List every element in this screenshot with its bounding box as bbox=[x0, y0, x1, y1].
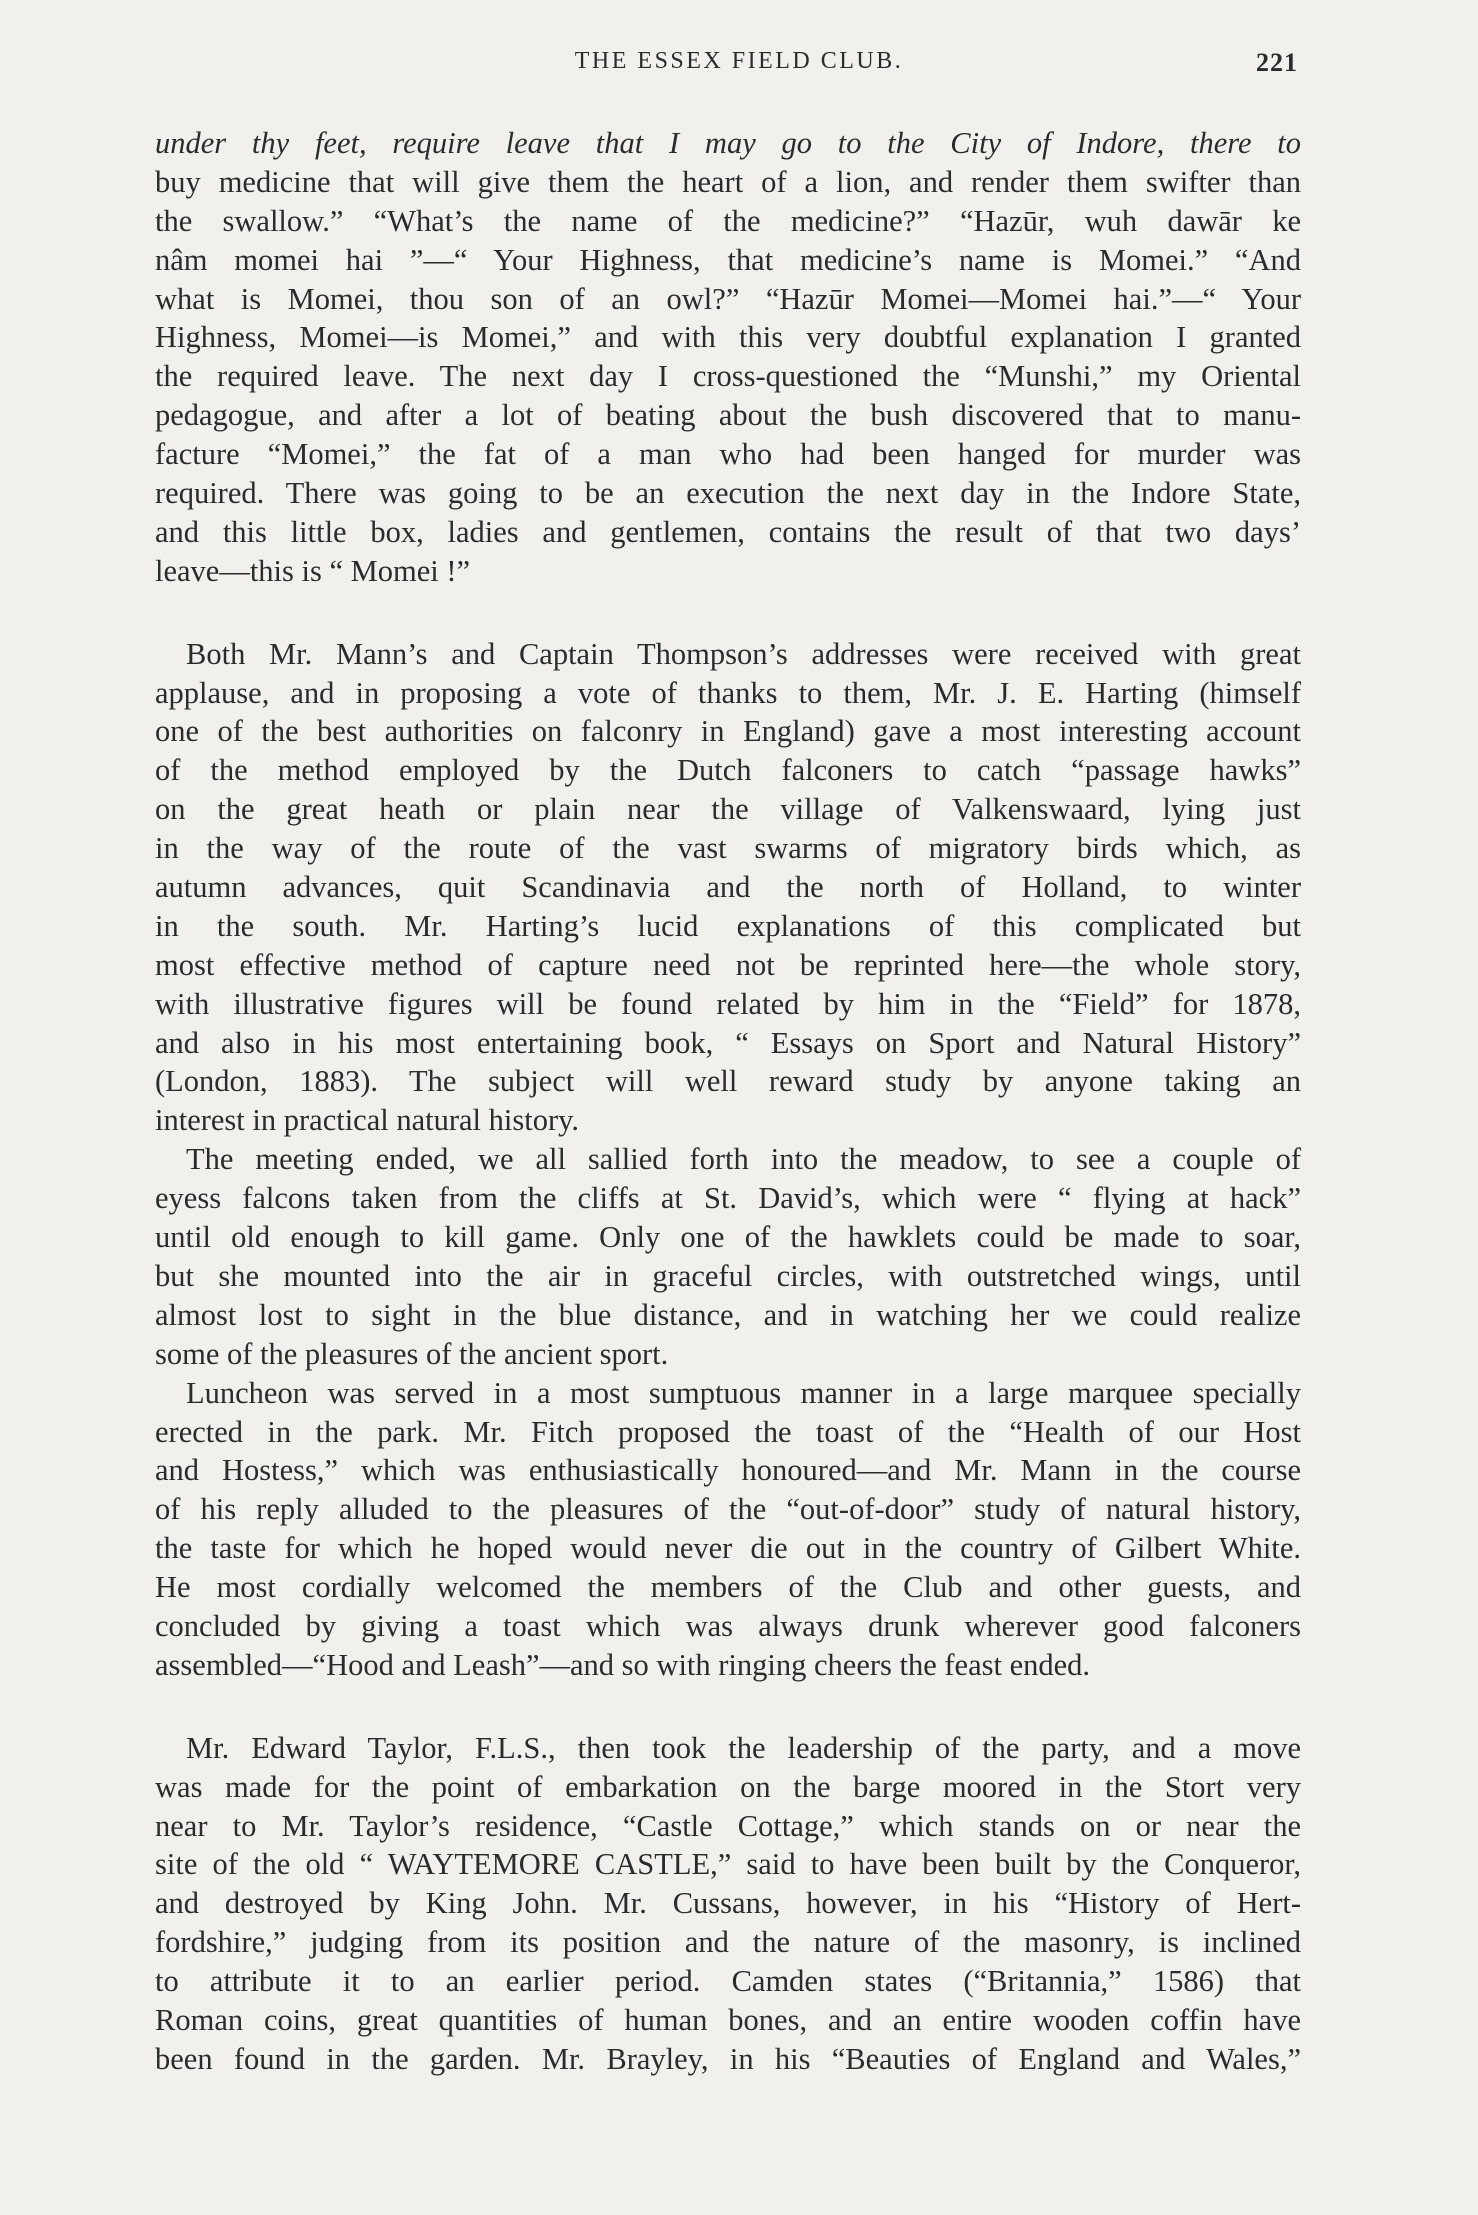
text-line: one of the best authorities on falconry in England) gave a most interesting account bbox=[155, 714, 1301, 749]
text-line: with illustrative figures will be found related by him in the “Field” for 1878, bbox=[155, 986, 1301, 1021]
text-line: some of the pleasures of the ancient sport. bbox=[155, 1336, 669, 1371]
paragraph-gap bbox=[155, 591, 1301, 635]
text-line: erected in the park. Mr. Fitch proposed the toast of the “Health of our Host bbox=[155, 1414, 1301, 1449]
text-line: applause, and in proposing a vote of thanks to them, Mr. J. E. Harting (himself bbox=[155, 675, 1301, 710]
text-line: was made for the point of embarkation on the barge moored in the Stort very bbox=[155, 1769, 1301, 1804]
text-line: leave—this is “ Momei !” bbox=[155, 553, 471, 588]
text-line: pedagogue, and after a lot of beating about the bush discovered that to manu- bbox=[155, 398, 1301, 433]
text-line: the taste for which he hoped would never die out in the country of Gilbert White. bbox=[155, 1531, 1301, 1566]
text-line: in the way of the route of the vast swarms of migratory birds which, as bbox=[155, 831, 1301, 866]
running-header bbox=[0, 44, 1478, 84]
text-line: and also in his most entertaining book, “ Essays on Sport and Natural History” bbox=[155, 1025, 1301, 1060]
text-line: to attribute it to an earlier period. Camden states (“Britannia,” 1586) that bbox=[155, 1964, 1301, 1999]
text-line: Mr. Edward Taylor, F.L.S., then took the leadership of the party, and a move bbox=[186, 1730, 1301, 1765]
text-line: assembled—“Hood and Leash”—and so with ringing cheers the feast ended. bbox=[155, 1647, 1091, 1682]
text-line: fordshire,” judging from its position and the nature of the masonry, is inclined bbox=[155, 1925, 1301, 1960]
text-line: the swallow.” “What’s the name of the medicine?” “Hazūr, wuh dawār ke bbox=[155, 203, 1301, 238]
text-line: concluded by giving a toast which was always drunk wherever good falconers bbox=[155, 1608, 1301, 1643]
text-line: Luncheon was served in a most sumptuous manner in a large marquee specially bbox=[186, 1375, 1301, 1410]
paragraph-harting bbox=[155, 635, 1301, 1141]
page-number: 221 bbox=[1256, 48, 1298, 77]
text-line: in the south. Mr. Harting’s lucid explanations of this complicated but bbox=[155, 908, 1301, 943]
text-line: The meeting ended, we all sallied forth into the meadow, to see a couple of bbox=[186, 1142, 1301, 1177]
text-line: been found in the garden. Mr. Brayley, in his “Beauties of England and Wales,” bbox=[155, 2041, 1301, 2076]
text-line: and destroyed by King John. Mr. Cussans, however, in his “History of Hert- bbox=[155, 1886, 1301, 1921]
paragraph-taylor bbox=[155, 1729, 1301, 2079]
text-line: under thy feet, require leave that I may go to the City of Indore, there to bbox=[155, 126, 1301, 160]
text-line: of his reply alluded to the pleasures of the “out-of-door” study of natural history, bbox=[155, 1492, 1301, 1527]
running-title: THE ESSEX FIELD CLUB. bbox=[574, 48, 904, 74]
text-line: but she mounted into the air in graceful circles, with outstretched wings, until bbox=[155, 1258, 1301, 1293]
text-line: eyess falcons taken from the cliffs at St. David’s, which were “ flying at hack” bbox=[155, 1181, 1301, 1216]
text-line: Highness, Momei—is Momei,” and with this very doubtful explanation I granted bbox=[155, 320, 1301, 355]
text-line: and Hostess,” which was enthusiastically honoured—and Mr. Mann in the course bbox=[155, 1453, 1301, 1488]
text-line: autumn advances, quit Scandinavia and the north of Holland, to winter bbox=[155, 870, 1301, 905]
text-line: Both Mr. Mann’s and Captain Thompson’s addresses were received with great bbox=[186, 636, 1301, 671]
text-line: required. There was going to be an execution the next day in the Indore State, bbox=[155, 476, 1301, 511]
paragraph-momei bbox=[155, 124, 1301, 591]
text-line: nâm momei hai ”—“ Your Highness, that medicine’s name is Momei.” “And bbox=[155, 242, 1301, 277]
text-line: (London, 1883). The subject will well reward study by anyone taking an bbox=[155, 1064, 1301, 1099]
text-line: Roman coins, great quantities of human bones, and an entire wooden coffin have bbox=[155, 2002, 1301, 2037]
text-line: the required leave. The next day I cross-questioned the “Munshi,” my Oriental bbox=[155, 359, 1301, 394]
text-line: and this little box, ladies and gentlemen, contains the result of that two days’ bbox=[155, 514, 1301, 549]
text-line: until old enough to kill game. Only one of the hawklets could be made to soar, bbox=[155, 1220, 1301, 1255]
text-line: near to Mr. Taylor’s residence, “Castle Cottage,” which stands on or near the bbox=[155, 1808, 1301, 1843]
text-line: most effective method of capture need not be reprinted here—the whole story, bbox=[155, 947, 1301, 982]
paragraph-luncheon bbox=[155, 1374, 1301, 1685]
text-line: facture “Momei,” the fat of a man who had been hanged for murder was bbox=[155, 437, 1301, 472]
paragraph-gap bbox=[155, 1685, 1301, 1729]
text-line: buy medicine that will give them the heart of a lion, and render them swifter than bbox=[155, 164, 1301, 199]
text-line: what is Momei, thou son of an owl?” “Hazūr Momei—Momei hai.”—“ Your bbox=[155, 281, 1301, 316]
paragraph-meeting bbox=[155, 1140, 1301, 1373]
text-line: of the method employed by the Dutch falconers to catch “passage hawks” bbox=[155, 753, 1301, 788]
text-line: He most cordially welcomed the members of the Club and other guests, and bbox=[155, 1570, 1301, 1605]
text-line: interest in practical natural history. bbox=[155, 1103, 580, 1138]
text-line: site of the old “ WAYTEMORE CASTLE,” said to have been built by the Conqueror, bbox=[155, 1847, 1301, 1882]
text-line: on the great heath or plain near the village of Valkenswaard, lying just bbox=[155, 792, 1301, 827]
body-text bbox=[155, 124, 1301, 2079]
text-line: almost lost to sight in the blue distance, and in watching her we could realize bbox=[155, 1297, 1301, 1332]
